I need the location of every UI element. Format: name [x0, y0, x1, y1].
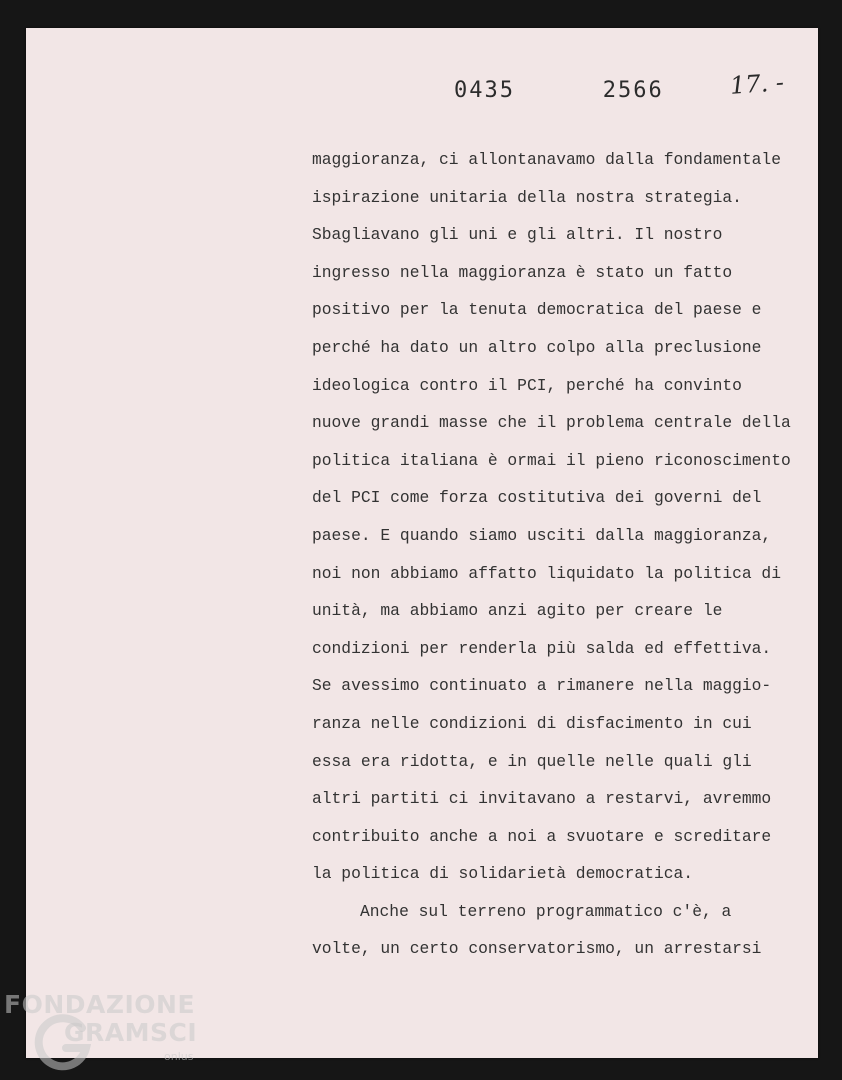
- typed-text-body: [312, 147, 792, 974]
- text-line: ranza nelle condizioni di disfacimento in cui: [312, 713, 752, 733]
- text-line: ideologica contro il PCI, perché ha convinto: [312, 375, 742, 395]
- handwritten-page-number: 17. -: [729, 68, 785, 100]
- watermark-tag: onlus: [164, 1050, 194, 1063]
- text-line: ingresso nella maggioranza è stato un fatto: [312, 262, 733, 282]
- text-line: maggioranza, ci allontanavamo dalla fondamentale: [312, 150, 781, 169]
- text-line-indented: Anche sul terreno programmatico c'è, a: [360, 901, 732, 921]
- text-line: positivo per la tenuta democratica del paese e: [312, 300, 762, 320]
- text-line: nuove grandi masse che il problema centrale della: [312, 413, 791, 433]
- text-line: Sbagliavano gli uni e gli altri. Il nostro: [312, 225, 723, 245]
- text-line: perché ha dato un altro colpo alla preclusione: [312, 337, 762, 357]
- text-line: contribuito anche a noi a svuotare e screditare: [312, 826, 772, 846]
- text-line: noi non abbiamo affatto liquidato la politica di: [312, 563, 781, 583]
- archive-code: 0435 2566: [454, 78, 664, 103]
- text-line: la politica di solidarietà democratica.: [312, 864, 694, 884]
- watermark-line1: FONDAZIONE: [4, 990, 196, 1019]
- text-line: Se avessimo continuato a rimanere nella maggio-: [312, 676, 772, 696]
- watermark-line2: GRAMSCI: [64, 1018, 198, 1047]
- text-line: politica italiana è ormai il pieno riconoscimento: [312, 450, 791, 470]
- text-line: paese. E quando siamo usciti dalla maggioranza,: [312, 525, 772, 545]
- text-line: altri partiti ci invitavano a restarvi, avremmo: [312, 789, 772, 809]
- text-line: volte, un certo conservatorismo, un arrestarsi: [312, 939, 762, 959]
- text-line: condizioni per renderla più salda ed effettiva.: [312, 638, 772, 658]
- text-line: del PCI come forza costitutiva dei governi del: [312, 488, 762, 508]
- text-line: unità, ma abbiamo anzi agito per creare le: [312, 601, 723, 621]
- fondazione-gramsci-watermark: [4, 990, 214, 1080]
- text-line: ispirazione unitaria della nostra strategia.: [312, 187, 742, 207]
- text-line: essa era ridotta, e in quelle nelle quali gli: [312, 751, 752, 771]
